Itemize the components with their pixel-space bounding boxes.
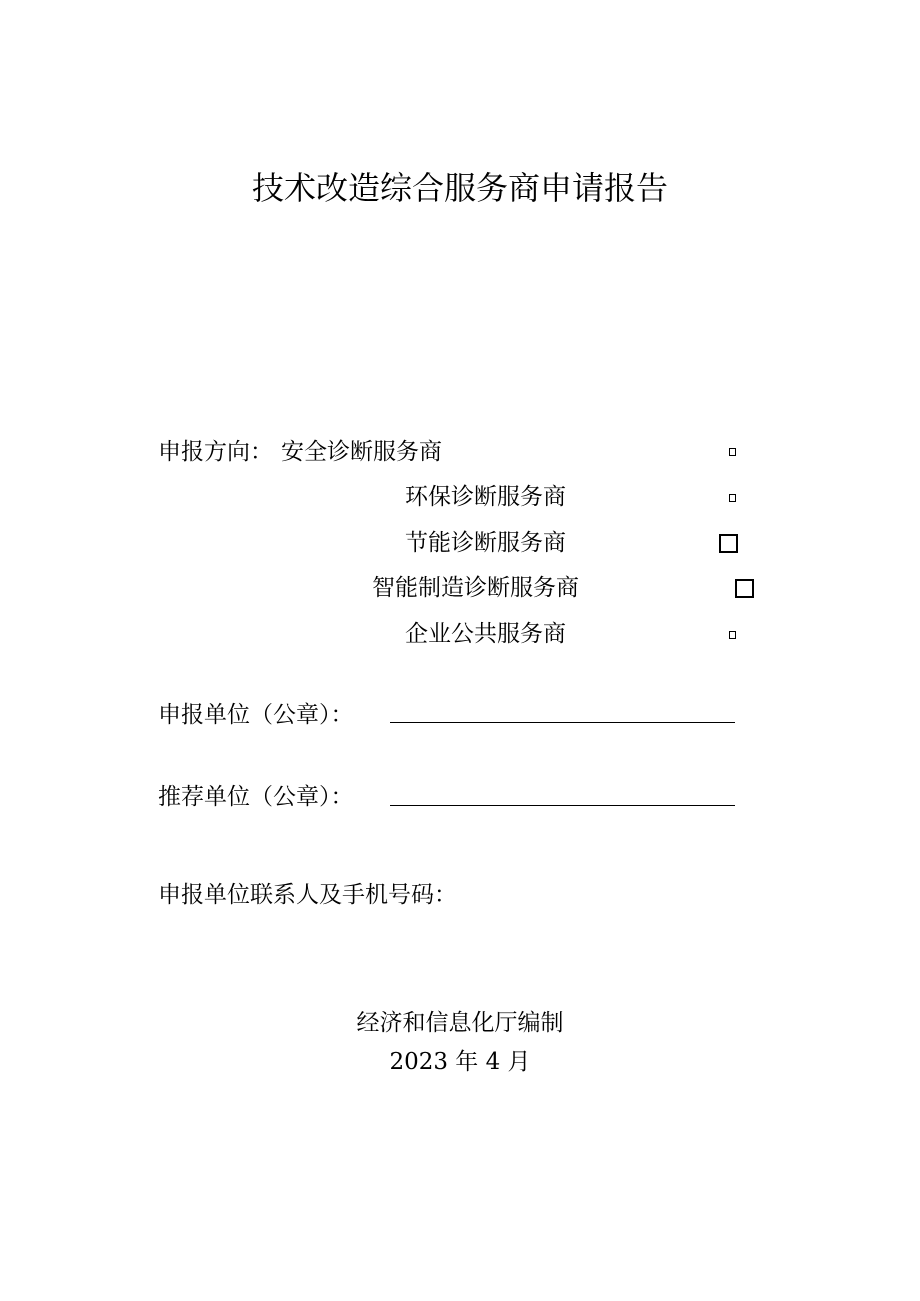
option-safety-label: 安全诊断服务商 [281, 439, 442, 465]
option-environment-label: 环保诊断服务商 [405, 484, 566, 510]
option-smart-manufacturing-checkbox[interactable] [735, 579, 754, 598]
option-environment-checkbox[interactable] [729, 494, 736, 502]
option-smart-manufacturing-label: 智能制造诊断服务商 [372, 575, 579, 601]
option-public-service-label: 企业公共服务商 [405, 621, 566, 647]
recommending-unit-line[interactable] [390, 805, 735, 806]
option-public-service-checkbox[interactable] [729, 631, 736, 639]
applicant-unit-line[interactable] [390, 722, 735, 723]
contact-label: 申报单位联系人及手机号码： [158, 882, 457, 908]
option-safety-checkbox[interactable] [729, 448, 736, 456]
direction-label: 申报方向： [158, 439, 273, 465]
option-energy-checkbox[interactable] [719, 534, 738, 553]
issuer-text: 经济和信息化厅编制 [356, 1010, 564, 1036]
date-text: 2023 年 4 月 [389, 1049, 531, 1075]
recommending-unit-label: 推荐单位（公章）： [158, 784, 354, 810]
document-title: 技术改造综合服务商申请报告 [251, 169, 668, 207]
applicant-unit-label: 申报单位（公章）： [158, 702, 354, 728]
option-energy-label: 节能诊断服务商 [405, 530, 566, 556]
